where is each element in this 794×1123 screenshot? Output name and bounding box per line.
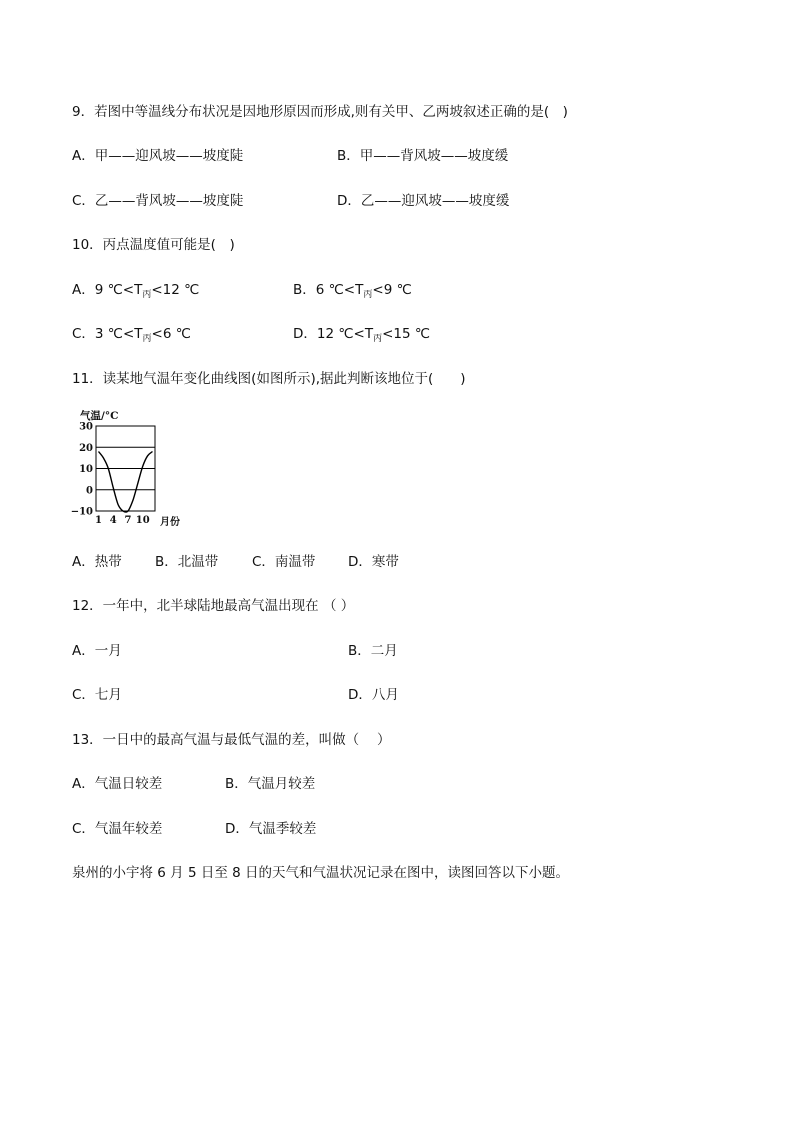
q9-option-b: B．甲——背风坡——坡度缓 xyxy=(337,148,509,164)
q11-option-c: C．南温带 xyxy=(252,554,316,570)
q10-option-c-post: <6 ℃ xyxy=(151,326,191,342)
q11-option-d: D．寒带 xyxy=(348,554,399,570)
chart-y-tick-label: 20 xyxy=(79,442,93,454)
q10-option-d-post: <15 ℃ xyxy=(382,326,431,342)
q10-option-a xyxy=(72,281,199,301)
q10-option-a-pre: A．9 ℃<T xyxy=(72,282,143,298)
chart-xlabel: 月份 xyxy=(160,517,180,528)
chart-series-line xyxy=(99,452,153,513)
q9-option-a: A．甲——迎风坡——坡度陡 xyxy=(72,148,244,164)
q10-option-a-subscript: 丙 xyxy=(142,290,152,300)
q10-option-a-post: <12 ℃ xyxy=(151,282,200,298)
chart-y-tick-label: 0 xyxy=(86,485,93,497)
q12-stem: 12．一年中，北半球陆地最高气温出现在 （ ） xyxy=(72,598,355,614)
q10-option-c xyxy=(72,325,191,345)
q12-option-d: D．八月 xyxy=(348,687,399,703)
chart-x-tick-label: 4 xyxy=(109,515,117,526)
chart-x-tick-label: 1 xyxy=(94,515,102,526)
q9-option-c: C．乙——背风坡——坡度陡 xyxy=(72,193,244,209)
q10-option-d-subscript: 丙 xyxy=(373,334,383,344)
q10-option-b xyxy=(293,281,412,301)
q10-option-d-pre: D．12 ℃<T xyxy=(293,326,374,342)
q11-stem: 11．读某地气温年变化曲线图(如图所示),据此判断该地位于( ) xyxy=(72,371,466,387)
chart-ylabel: 气温/°C xyxy=(80,410,119,422)
chart-x-ticks xyxy=(95,515,150,526)
chart-y-ticks xyxy=(71,422,93,518)
q13-option-d: D．气温季较差 xyxy=(225,821,317,837)
chart-x-tick-label: 7 xyxy=(124,515,132,526)
q12-option-c: C．七月 xyxy=(72,687,122,703)
q10-option-d xyxy=(293,325,430,345)
chart-grid xyxy=(96,426,155,511)
q9-option-d: D．乙——迎风坡——坡度缓 xyxy=(337,193,510,209)
q10-option-c-pre: C．3 ℃<T xyxy=(72,326,143,342)
q12-option-a: A．一月 xyxy=(72,643,122,659)
q11-option-b: B．北温带 xyxy=(155,554,219,570)
q10-stem: 10．丙点温度值可能是( ) xyxy=(72,237,235,253)
chart-y-tick-label: −10 xyxy=(70,506,93,518)
chart-y-tick-label: 10 xyxy=(79,464,93,475)
chart-y-tick-label: 30 xyxy=(79,421,93,433)
q11-option-a: A．热带 xyxy=(72,554,122,570)
q9-stem: 9．若图中等温线分布状况是因地形原因而形成,则有关甲、乙两坡叙述正确的是( ) xyxy=(72,104,568,120)
q12-option-b: B．二月 xyxy=(348,643,398,659)
q10-option-b-post: <9 ℃ xyxy=(372,282,412,298)
q10-option-b-pre: B．6 ℃<T xyxy=(293,282,364,298)
chart-x-tick-label: 10 xyxy=(135,515,150,526)
temperature-chart xyxy=(70,406,182,528)
q10-option-c-subscript: 丙 xyxy=(142,334,152,344)
q13-option-b: B．气温月较差 xyxy=(225,776,316,792)
next-section-intro: 泉州的小宇将 6 月 5 日至 8 日的天气和气温状况记录在图中，读图回答以下小题。 xyxy=(72,865,570,881)
q13-option-c: C．气温年较差 xyxy=(72,821,163,837)
q13-stem: 13．一日中的最高气温与最低气温的差，叫做（ ） xyxy=(72,732,391,748)
q10-option-b-subscript: 丙 xyxy=(363,290,373,300)
q13-option-a: A．气温日较差 xyxy=(72,776,163,792)
